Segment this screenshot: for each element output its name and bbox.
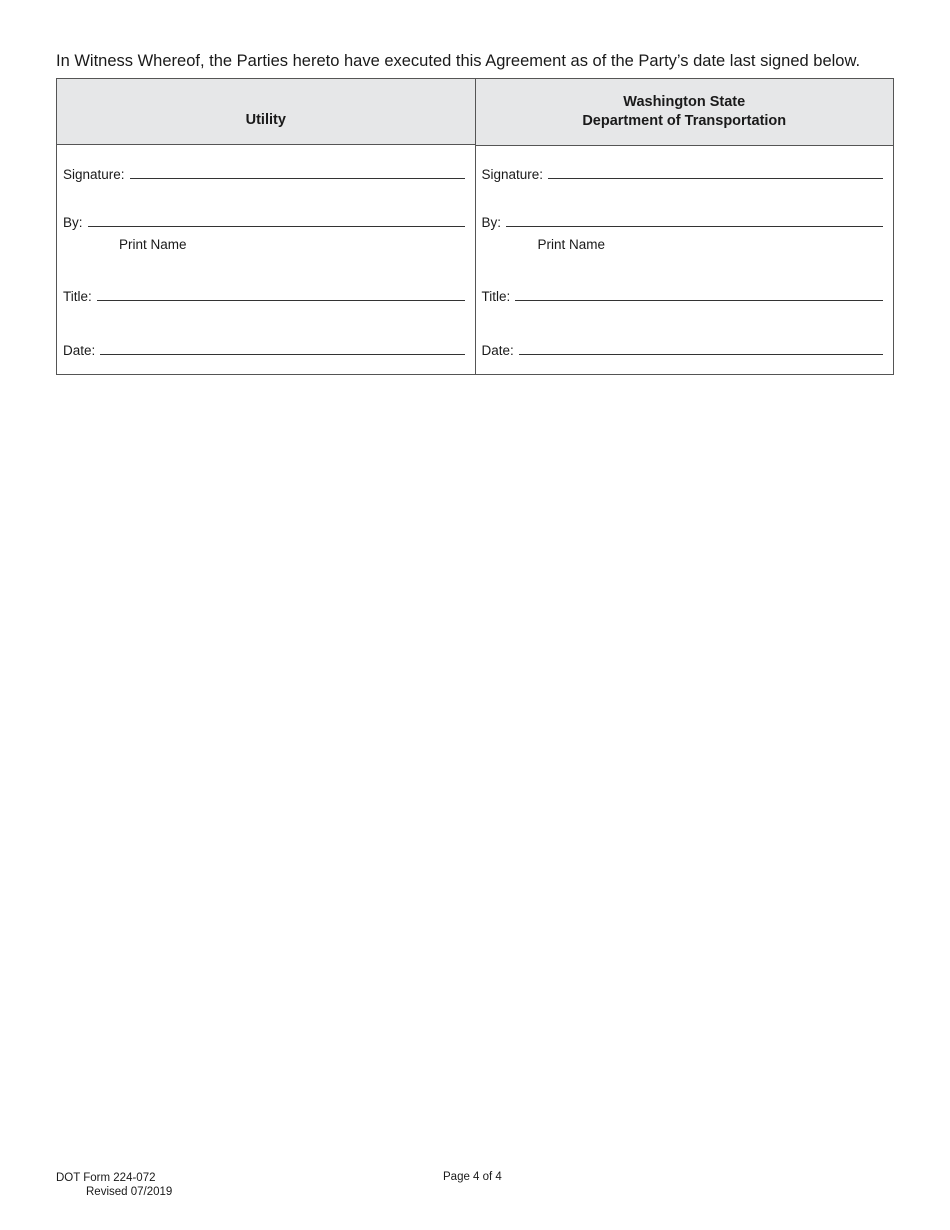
wsdot-date-field[interactable] bbox=[482, 343, 884, 358]
by-line[interactable] bbox=[506, 225, 883, 227]
date-line[interactable] bbox=[519, 353, 883, 355]
form-number: DOT Form 224-072 bbox=[56, 1172, 156, 1184]
title-line[interactable] bbox=[515, 299, 883, 301]
by-label: By: bbox=[63, 215, 83, 230]
utility-title-field[interactable] bbox=[63, 289, 465, 304]
page-number: Page 4 of 4 bbox=[443, 1171, 502, 1183]
utility-date-field[interactable] bbox=[63, 343, 465, 358]
wsdot-signature-field[interactable] bbox=[482, 167, 884, 182]
signature-label: Signature: bbox=[63, 167, 125, 182]
signature-line[interactable] bbox=[548, 177, 883, 179]
utility-heading bbox=[57, 79, 475, 145]
wsdot-column bbox=[475, 79, 894, 374]
signature-line[interactable] bbox=[130, 177, 465, 179]
date-label: Date: bbox=[481, 343, 514, 358]
revision-date: Revised 07/2019 bbox=[86, 1186, 173, 1198]
date-line[interactable] bbox=[100, 353, 464, 355]
utility-by-field[interactable] bbox=[63, 215, 465, 230]
utility-signature-field[interactable] bbox=[63, 167, 465, 182]
signature-label: Signature: bbox=[481, 167, 544, 182]
by-line[interactable] bbox=[88, 225, 465, 227]
wsdot-by-field[interactable] bbox=[482, 215, 884, 230]
wsdot-title-field[interactable] bbox=[482, 289, 884, 304]
form-footer bbox=[56, 1171, 172, 1199]
utility-column bbox=[57, 79, 475, 374]
print-name-label: Print Name bbox=[537, 237, 606, 252]
title-line[interactable] bbox=[97, 299, 465, 301]
witness-statement: In Witness Whereof, the Parties hereto have executed this Agreement as of the Party’s date last signed below. bbox=[56, 52, 861, 70]
wsdot-heading-line2: Department of Transportation bbox=[582, 113, 787, 129]
signature-table bbox=[56, 78, 894, 375]
by-label: By: bbox=[481, 215, 502, 230]
print-name-label: Print Name bbox=[119, 237, 187, 252]
title-label: Title: bbox=[481, 289, 511, 304]
wsdot-heading-line1: Washington State bbox=[623, 94, 746, 110]
title-label: Title: bbox=[63, 289, 92, 304]
utility-heading-text: Utility bbox=[245, 112, 286, 128]
date-label: Date: bbox=[63, 343, 96, 358]
wsdot-heading bbox=[476, 79, 894, 146]
